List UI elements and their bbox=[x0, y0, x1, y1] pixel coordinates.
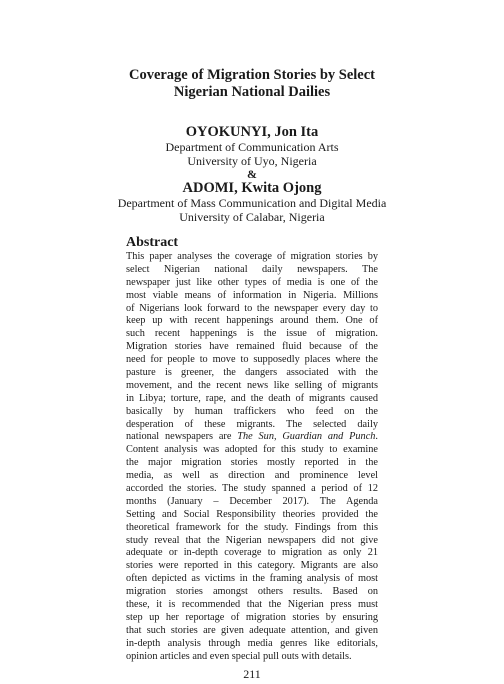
abstract-line: such recent happenings is the issue of migration. bbox=[126, 328, 378, 340]
author-2-block bbox=[40, 180, 464, 224]
author-1-university: University of Uyo, Nigeria bbox=[187, 153, 317, 168]
author-2-university: University of Calabar, Nigeria bbox=[179, 209, 325, 224]
author-1-department: Department of Communication Arts bbox=[165, 140, 339, 154]
abstract-line: pasture is greener, the dangers associated with the bbox=[126, 367, 378, 379]
author-separator: & bbox=[247, 167, 257, 181]
abstract-line: in-depth analysis through media genres like editorials, bbox=[126, 637, 378, 649]
abstract-line: national newspapers are The Sun, Guardian and Punch. bbox=[126, 431, 378, 443]
abstract-line: Migration stories have remained fluid because of the bbox=[126, 341, 378, 353]
abstract-line: often depicted as victims in the framing analysis of most bbox=[126, 573, 378, 585]
author-2-name: ADOMI, Kwita Ojong bbox=[182, 180, 322, 196]
abstract-line: migration stories amongst others results. Based on bbox=[126, 586, 378, 598]
abstract-line: study reveal that the Nigerian newspapers did not give bbox=[126, 534, 378, 546]
author-1-name: OYOKUNYI, Jon Ita bbox=[185, 124, 319, 140]
abstract-line: need for people to move to supposedly places where the bbox=[126, 354, 378, 366]
abstract-heading: Abstract bbox=[126, 235, 179, 250]
abstract-line: adequate or in-depth coverage to migration as only 21 bbox=[126, 547, 378, 559]
abstract-line: that such stories are given adequate attention, and given bbox=[126, 624, 378, 636]
abstract-line: keep up with recent happenings around them. One of bbox=[126, 315, 378, 327]
abstract-line: step up her reportage of migration stories by ensuring bbox=[126, 611, 378, 623]
abstract-line: opinion articles and even special pull outs with details. bbox=[126, 650, 352, 662]
abstract-line: in Libya; torture, rape, and the death of migrants caused bbox=[126, 392, 378, 404]
abstract-line: basically by human traffickers who feed on the bbox=[126, 405, 378, 417]
page-number: 211 bbox=[243, 667, 261, 681]
author-1-block bbox=[80, 124, 424, 180]
paper-title bbox=[60, 67, 444, 101]
abstract-line: stories were reported in this category. Migrants are also bbox=[126, 560, 378, 572]
abstract-line: This paper analyses the coverage of migration stories by bbox=[126, 251, 378, 262]
abstract-line: media, as well as direction and prominence level bbox=[126, 470, 378, 482]
title-line-1: Coverage of Migration Stories by Select bbox=[128, 67, 376, 83]
abstract-line: desperation of these migrants. The selected daily bbox=[126, 418, 378, 430]
abstract-line: accorded the stories. The study spanned a period of 12 bbox=[126, 483, 378, 495]
newspaper-names: The Sun, Guardian and Punch bbox=[237, 431, 376, 443]
abstract-line: of Nigerians look forward to the newspaper every day to bbox=[126, 302, 378, 314]
abstract-line: months (January – December 2017). The Agenda bbox=[126, 495, 378, 507]
abstract-line: newspaper just like other types of media is one of the bbox=[126, 276, 378, 288]
abstract-line: select Nigerian national daily newspapers. The bbox=[126, 263, 378, 275]
abstract-line: these, it is recommended that the Nigerian press must bbox=[126, 599, 378, 611]
abstract-line: Setting and Social Responsibility theories provided the bbox=[126, 508, 378, 520]
abstract-body bbox=[126, 251, 378, 664]
abstract-line: most viable means of information in Nigeria. Millions bbox=[126, 289, 378, 301]
abstract-line: theoretical framework for the study. Findings from this bbox=[126, 521, 378, 533]
abstract-line: Content analysis was adopted for this study to examine bbox=[126, 444, 378, 456]
title-line-2: Nigerian National Dailies bbox=[173, 84, 331, 100]
author-2-department: Department of Mass Communication and Digital Media bbox=[117, 196, 387, 210]
abstract-line: movement, and the recent news like selling of migrants bbox=[126, 379, 378, 391]
abstract-line: the major migration stories mostly reported in the bbox=[126, 457, 378, 469]
